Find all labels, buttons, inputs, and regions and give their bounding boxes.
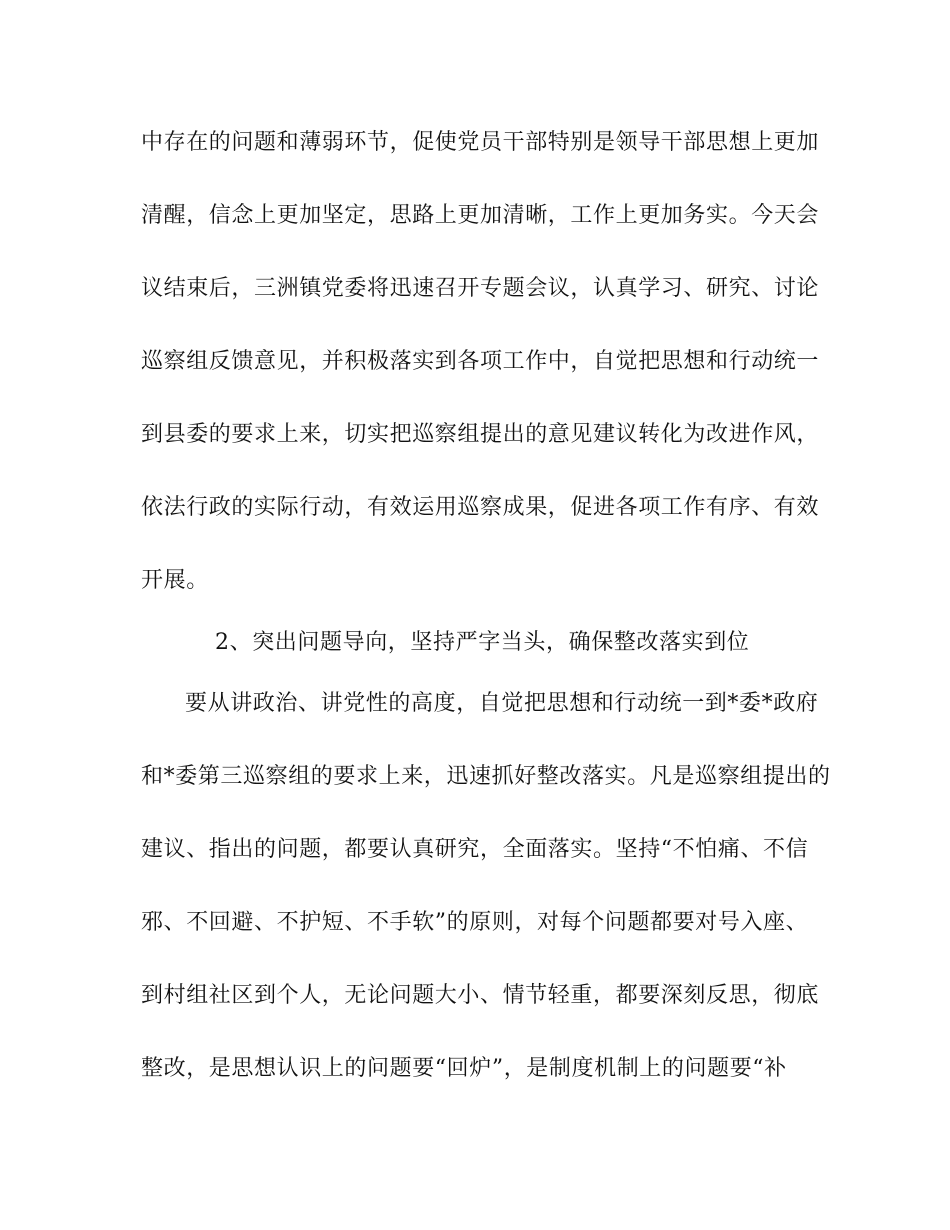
paragraph-line: 开展。 xyxy=(141,568,209,593)
paragraph-line: 依法行政的实际行动，有效运用巡察成果，促进各项工作有序、有效 xyxy=(141,495,820,520)
paragraph-line: 邪、不回避、不护短、不手软”的原则，对每个问题都要对号入座、 xyxy=(141,910,809,935)
section-heading: 2、突出问题导向，坚持严字当头，确保整改落实到位 xyxy=(215,630,750,655)
paragraph-line: 到县委的要求上来，切实把巡察组提出的意见建议转化为改进作风， xyxy=(141,422,820,447)
paragraph-line: 巡察组反馈意见，并积极落实到各项工作中，自觉把思想和行动统一 xyxy=(141,349,820,374)
paragraph-line: 整改，是思想认识上的问题要“回炉”，是制度机制上的问题要“补 xyxy=(141,1056,787,1081)
paragraph-line: 要从讲政治、讲党性的高度，自觉把思想和行动统一到*委*政府 xyxy=(185,691,819,716)
paragraph-line: 议结束后，三洲镇党委将迅速召开专题会议，认真学习、研究、讨论 xyxy=(141,276,820,301)
paragraph-line: 到村组社区到个人，无论问题大小、情节轻重，都要深刻反思，彻底 xyxy=(141,983,820,1008)
paragraph-line: 和*委第三巡察组的要求上来，迅速抓好整改落实。凡是巡察组提出的 xyxy=(141,764,831,789)
paragraph-line: 中存在的问题和薄弱环节，促使党员干部特别是领导干部思想上更加 xyxy=(141,130,820,155)
paragraph-line: 清醒，信念上更加坚定，思路上更加清晰，工作上更加务实。今天会 xyxy=(141,203,820,228)
paragraph-line: 建议、指出的问题，都要认真研究，全面落实。坚持“不怕痛、不信 xyxy=(141,837,809,862)
